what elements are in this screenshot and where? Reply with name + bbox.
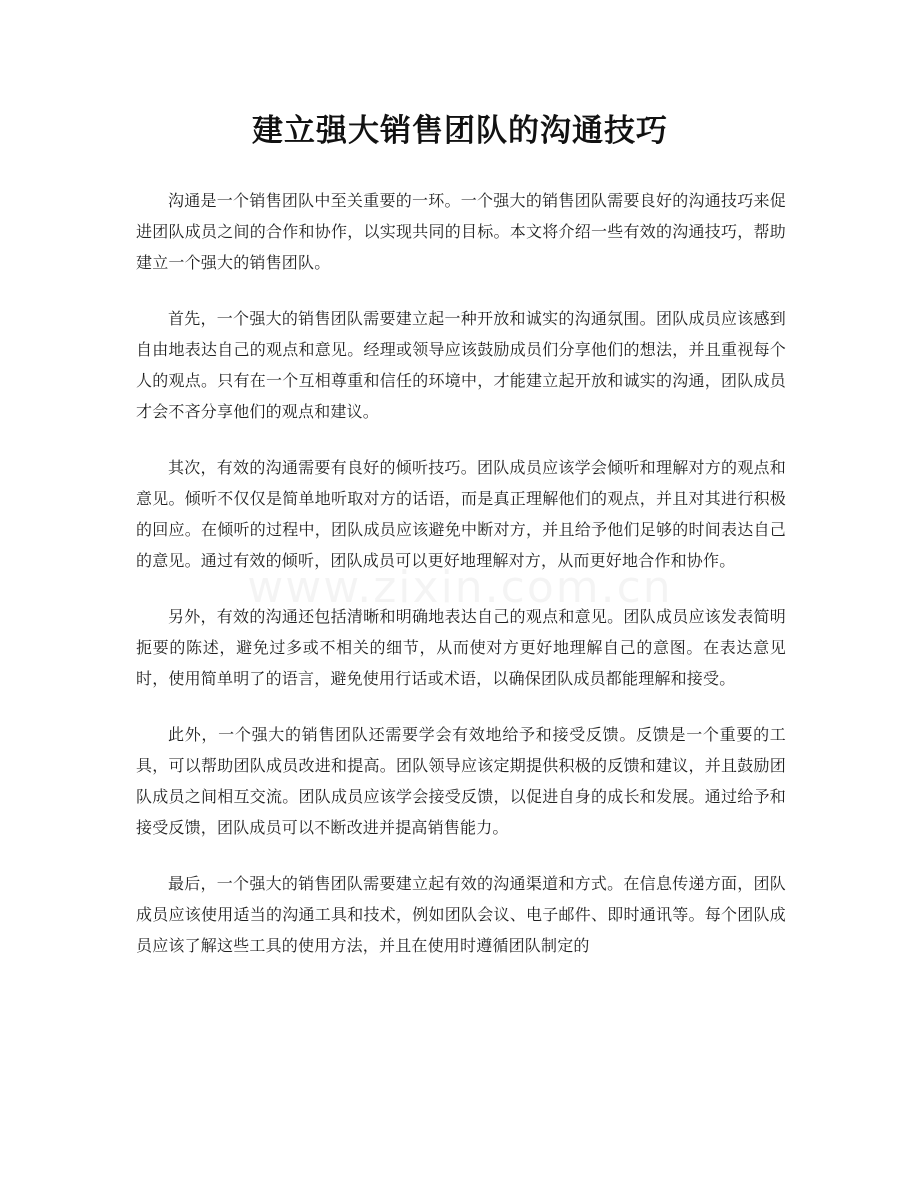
document-body xyxy=(136,185,786,986)
paragraph-channels: 最后，一个强大的销售团队需要建立起有效的沟通渠道和方式。在信息传递方面，团队成员应该使用适当的沟通工具和技术，例如团队会议、电子邮件、即时通讯等。每个团队成员应该了解这些工具的使用方法，并且在使用时遵循团队制定的 xyxy=(136,874,786,955)
paragraph-feedback: 此外，一个强大的销售团队还需要学会有效地给予和接受反馈。反馈是一个重要的工具，可以帮助团队成员改进和提高。团队领导应该定期提供积极的反馈和建议，并且鼓励团队成员之间相互交流。团队成员应该学会接受反馈，以促进自身的成长和发展。通过给予和接受反馈，团队成员可以不断改进并提高销售能力。 xyxy=(136,725,786,837)
paragraph-intro: 沟通是一个销售团队中至关重要的一环。一个强大的销售团队需要良好的沟通技巧来促进团队成员之间的合作和协作，以实现共同的目标。本文将介绍一些有效的沟通技巧，帮助建立一个强大的销售团队。 xyxy=(136,191,786,272)
paragraph-clear-expression: 另外，有效的沟通还包括清晰和明确地表达自己的观点和意见。团队成员应该发表简明扼要的陈述，避免过多或不相关的细节，从而使对方更好地理解自己的意图。在表达意见时，使用简单明了的语言，避免使用行话或术语，以确保团队成员都能理解和接受。 xyxy=(136,607,786,688)
paragraph-listening: 其次，有效的沟通需要有良好的倾听技巧。团队成员应该学会倾听和理解对方的观点和意见。倾听不仅仅是简单地听取对方的话语，而是真正理解他们的观点，并且对其进行积极的回应。在倾听的过程中，团队成员应该避免中断对方，并且给予他们足够的时间表达自己的意见。通过有效的倾听，团队成员可以更好地理解对方，从而更好地合作和协作。 xyxy=(136,458,786,570)
paragraph-open-communication: 首先，一个强大的销售团队需要建立起一种开放和诚实的沟通氛围。团队成员应该感到自由地表达自己的观点和意见。经理或领导应该鼓励成员们分享他们的想法，并且重视每个人的观点。只有在一个互相尊重和信任的环境中，才能建立起开放和诚实的沟通，团队成员才会不吝分享他们的观点和建议。 xyxy=(136,309,786,421)
document-title: 建立强大销售团队的沟通技巧 xyxy=(252,113,668,149)
